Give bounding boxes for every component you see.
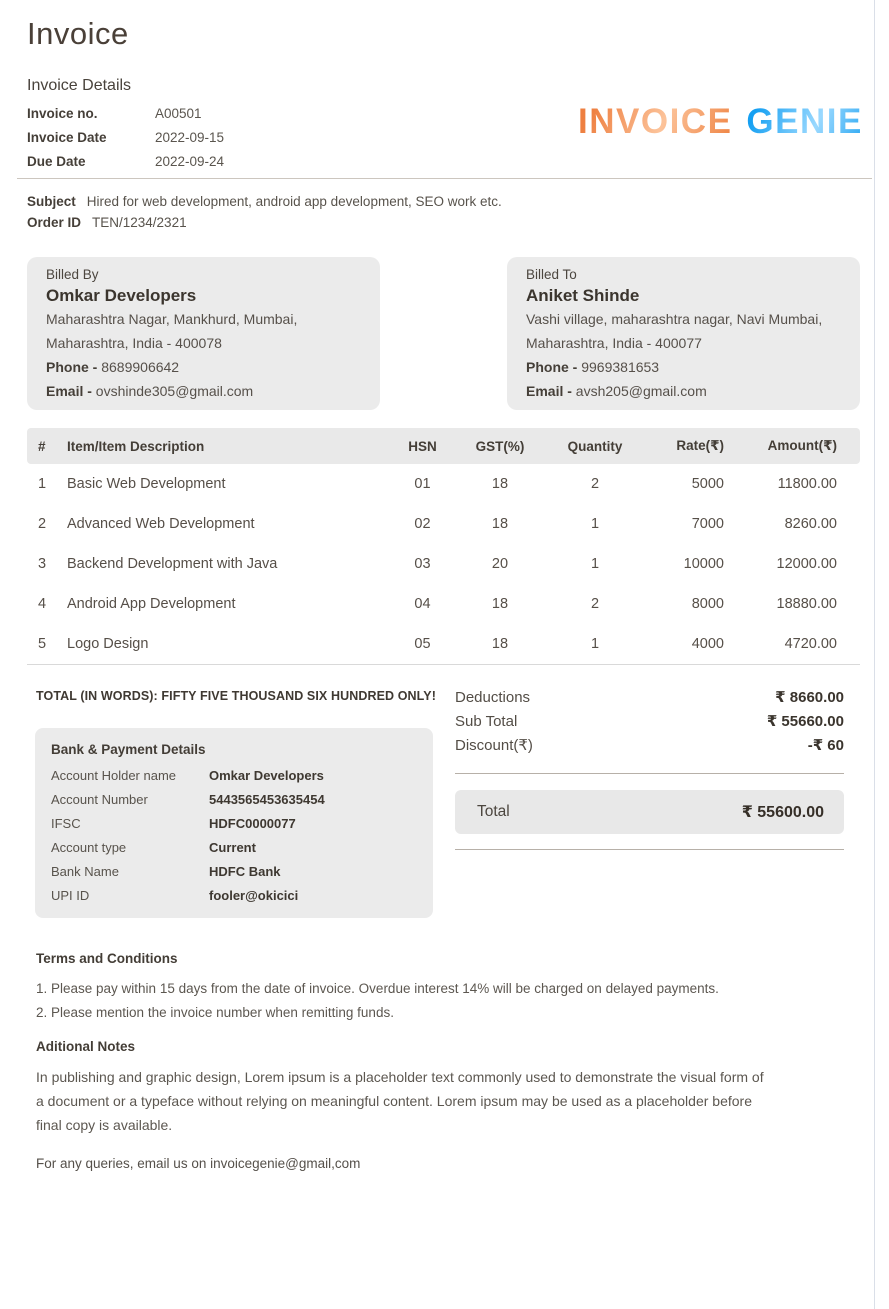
item-rate: 8000 — [691, 596, 724, 612]
account-number-label: Account Number — [51, 792, 148, 807]
item-description: Android App Development — [67, 596, 236, 612]
item-hsn: 01 — [414, 476, 431, 492]
item-hsn: 04 — [414, 596, 431, 612]
billed-to-phone-label: Phone - — [526, 359, 578, 375]
invoice-number-row — [27, 102, 224, 126]
item-rate: 4000 — [645, 624, 740, 664]
subject-label: Subject — [27, 194, 76, 209]
col-header-gst: GST(%) — [475, 438, 525, 454]
table-row — [27, 464, 860, 504]
item-amount: 8260.00 — [784, 516, 837, 532]
item-gst: 18 — [455, 624, 545, 664]
invoice-details-section — [27, 77, 224, 174]
item-number: 5 — [27, 624, 67, 664]
bank-row-account-holder — [51, 764, 417, 788]
billed-by-name: Omkar Developers — [46, 286, 197, 305]
col-header-hsn: HSN — [408, 438, 437, 454]
due-date-label: Due Date — [27, 154, 86, 169]
upi-id-value: fooler@okicici — [209, 888, 299, 903]
item-description: Backend Development with Java — [67, 556, 278, 572]
billed-by-address-line2: Maharashtra, India - 400078 — [46, 335, 222, 351]
invoice-date-row — [27, 126, 224, 150]
subject-row — [27, 191, 502, 212]
ifsc-value: HDFC0000077 — [209, 816, 296, 831]
bank-details-card — [35, 728, 433, 918]
item-description: Advanced Web Development — [67, 516, 255, 532]
invoice-date-value: 2022-09-15 — [155, 130, 225, 145]
item-amount: 18880.00 — [776, 596, 837, 612]
deductions-label: Deductions — [455, 689, 531, 706]
summary-section — [455, 686, 844, 850]
summary-divider-bottom — [455, 849, 844, 850]
bank-row-upi-id — [51, 884, 417, 908]
billed-by-phone-value: 8689906642 — [101, 359, 180, 375]
bank-name-value: HDFC Bank — [209, 864, 281, 879]
item-hsn: 05 — [390, 624, 455, 664]
item-number: 3 — [38, 556, 47, 572]
table-row — [27, 624, 860, 664]
subject-section — [27, 191, 502, 233]
billed-to-heading: Billed To — [526, 267, 577, 282]
billed-to-card — [507, 257, 860, 410]
header-divider — [17, 178, 872, 179]
bank-name-label: Bank Name — [51, 864, 119, 879]
account-holder-value: Omkar Developers — [209, 768, 324, 783]
discount-row — [455, 734, 844, 758]
subtotal-value: ₹ 55660.00 — [766, 713, 844, 730]
col-header-number: # — [38, 438, 46, 454]
item-gst: 18 — [491, 516, 509, 532]
account-number-value: 5443565453635454 — [209, 792, 325, 807]
table-row — [27, 544, 860, 584]
billed-to-email — [526, 379, 841, 403]
total-in-words: TOTAL (IN WORDS): FIFTY FIVE THOUSAND SIX HUNDRED ONLY! — [36, 689, 436, 703]
billed-by-heading: Billed By — [46, 267, 99, 282]
ifsc-label: IFSC — [51, 816, 81, 831]
item-description: Logo Design — [67, 624, 390, 664]
terms-line-2: 2. Please mention the invoice number when remitting funds. — [36, 1005, 394, 1020]
col-header-rate: Rate(₹) — [676, 438, 724, 453]
invoice-genie-logo — [578, 102, 863, 142]
grand-total-value: ₹ 55600.00 — [741, 804, 824, 821]
order-id-value: TEN/1234/2321 — [92, 215, 187, 230]
billed-by-address-line1: Maharashtra Nagar, Mankhurd, Mumbai, — [46, 311, 298, 327]
discount-label: Discount(₹) — [455, 737, 533, 754]
invoice-number-label: Invoice no. — [27, 106, 98, 121]
item-amount: 11800.00 — [777, 476, 837, 492]
logo-word-genie: GENIE — [746, 102, 863, 141]
logo-word-invoice: INVOICE — [578, 102, 733, 141]
bank-row-ifsc — [51, 812, 417, 836]
item-number: 1 — [38, 476, 47, 492]
bank-row-account-number — [51, 788, 417, 812]
billed-to-email-value: avsh205@gmail.com — [575, 383, 707, 399]
item-quantity: 1 — [545, 624, 645, 664]
billed-by-email-value: ovshinde305@gmail.com — [95, 383, 254, 399]
terms-line-1: 1. Please pay within 15 days from the date of invoice. Overdue interest 14% will be charged on delayed payments. — [36, 981, 719, 996]
bank-details-heading: Bank & Payment Details — [51, 742, 206, 757]
billed-by-card — [27, 257, 380, 410]
bank-row-account-type — [51, 836, 417, 860]
scrollbar[interactable] — [874, 0, 889, 1309]
terms-section — [36, 950, 776, 1137]
billed-to-email-label: Email - — [526, 383, 572, 399]
item-quantity: 2 — [590, 476, 600, 492]
billed-by-phone-label: Phone - — [46, 359, 98, 375]
col-header-amount: Amount(₹) — [767, 438, 837, 453]
additional-notes-heading: Aditional Notes — [36, 1039, 136, 1054]
col-header-description: Item/Item Description — [67, 438, 205, 454]
item-quantity: 2 — [590, 596, 600, 612]
billed-to-name: Aniket Shinde — [526, 286, 640, 305]
item-gst: 18 — [491, 476, 509, 492]
subtotal-row — [455, 710, 844, 734]
item-quantity: 1 — [590, 516, 600, 532]
item-rate: 5000 — [691, 476, 724, 492]
page-title: Invoice — [27, 16, 129, 51]
item-rate: 7000 — [691, 516, 724, 532]
billed-to-address-line1: Vashi village, maharashtra nagar, Navi Mumbai, — [526, 311, 823, 327]
item-number: 2 — [38, 516, 47, 532]
account-type-value: Current — [209, 840, 256, 855]
item-amount: 4720.00 — [740, 624, 860, 664]
summary-divider-top — [455, 773, 844, 774]
item-rate: 10000 — [683, 556, 724, 572]
order-id-row — [27, 212, 502, 233]
item-description: Basic Web Development — [67, 476, 226, 492]
billed-to-phone-value: 9969381653 — [581, 359, 660, 375]
account-type-label: Account type — [51, 840, 127, 855]
account-holder-label: Account Holder name — [51, 768, 177, 783]
invoice-date-label: Invoice Date — [27, 130, 107, 145]
grand-total-row — [455, 790, 844, 834]
discount-value: -₹ 60 — [807, 737, 844, 754]
item-hsn: 03 — [414, 556, 431, 572]
additional-notes-body: In publishing and graphic design, Lorem ipsum is a placeholder text commonly used to demonstrate the visual form of a document or a typeface without relying on meaningful content. Lorem ipsum may be used as a placeholder before final copy is available. — [36, 1069, 764, 1133]
item-quantity: 1 — [590, 556, 600, 572]
item-gst: 20 — [491, 556, 509, 572]
upi-id-label: UPI ID — [51, 888, 90, 903]
billed-by-email — [46, 379, 361, 403]
order-id-label: Order ID — [27, 215, 82, 230]
due-date-value: 2022-09-24 — [155, 154, 225, 169]
item-number: 4 — [38, 596, 47, 612]
deductions-value: ₹ 8660.00 — [775, 689, 844, 706]
item-gst: 18 — [491, 596, 509, 612]
item-amount: 12000.00 — [776, 556, 837, 572]
due-date-row — [27, 150, 224, 174]
grand-total-label: Total — [477, 803, 510, 820]
billed-by-phone — [46, 355, 361, 379]
item-hsn: 02 — [414, 516, 431, 532]
terms-heading: Terms and Conditions — [36, 951, 178, 966]
items-table-header-row — [27, 428, 860, 464]
billed-to-address-line2: Maharashtra, India - 400077 — [526, 335, 702, 351]
invoice-details-heading: Invoice Details — [27, 77, 132, 94]
bank-row-bank-name — [51, 860, 417, 884]
table-row — [27, 584, 860, 624]
items-table — [27, 428, 860, 665]
subject-value: Hired for web development, android app development, SEO work etc. — [86, 194, 502, 209]
invoice-number-value: A00501 — [155, 106, 202, 121]
footer-queries-note: For any queries, email us on invoicegenie@gmail,com — [36, 1156, 361, 1171]
billing-section — [27, 257, 860, 410]
billed-to-phone — [526, 355, 841, 379]
billed-by-email-label: Email - — [46, 383, 92, 399]
deductions-row — [455, 686, 844, 710]
subtotal-label: Sub Total — [455, 713, 518, 730]
col-header-quantity: Quantity — [567, 438, 623, 454]
table-row — [27, 504, 860, 544]
